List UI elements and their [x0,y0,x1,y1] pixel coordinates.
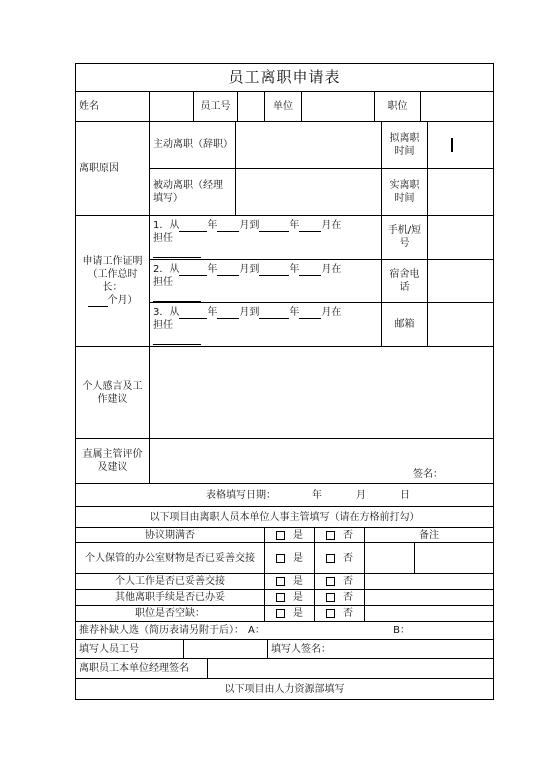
hr-dept-notice-row [76,679,493,699]
personal-comment-label: 个人感言及工作建议 [76,347,150,438]
agreement-no[interactable]: 否 [315,528,365,542]
item-1-remark[interactable] [365,543,414,573]
recommend-row [76,622,493,640]
voluntary-input[interactable] [236,122,382,168]
title-row [76,64,493,92]
work-entry-2[interactable]: 2．从 年 月到 年 月在 担任 [150,260,382,302]
checkbox-icon [276,593,285,602]
email-input[interactable] [428,303,493,347]
item-office-property: 个人保管的办公室财物是否已妥善交接 [76,543,265,573]
voluntary-label: 主动离职（辞职） [150,122,236,168]
hr-notice-row [76,507,493,528]
planned-time-input[interactable] [428,122,493,168]
checkbox-icon [276,554,285,563]
filler-id-input[interactable] [184,640,268,658]
agreement-header-row [76,528,493,543]
actual-time-label: 实离职时间 [382,169,428,216]
item-3-yes[interactable]: 是 [265,590,315,605]
resignation-form [75,63,494,700]
remark-label: 备注 [419,529,439,541]
manager-sign-row [76,659,493,679]
basic-info-row [76,92,493,122]
checkbox-icon [326,531,335,540]
involuntary-label: 被动离职（经理填写） [150,169,236,216]
phone-input[interactable] [428,216,493,259]
item-2-yes[interactable]: 是 [265,574,315,589]
agreement-items [76,543,493,573]
filler-id-label: 填写人员工号 [76,640,184,658]
personal-comment-input[interactable] [150,347,493,438]
position-label: 职位 [375,92,421,121]
hr-dept-notice: 以下项目由人力资源部填写 [224,683,345,695]
actual-time-input[interactable] [428,169,493,216]
checkbox-icon [276,609,285,618]
hr-notice: 以下项目由离职人员本单位人事主管填写（请在方格前打勾） [149,511,420,523]
item-other-procedures: 其他离职手续是否已办妥 [76,590,265,605]
supervisor-input[interactable] [150,439,493,483]
fill-date[interactable]: 表格填写日期： 年 月 日 [206,489,410,501]
name-input[interactable] [150,92,194,121]
checkbox-icon [326,593,335,602]
manager-sign-label: 离职员工本单位经理签名 [76,659,208,678]
agreement-item-2 [76,574,493,590]
item-position-vacant: 职位是否空缺： [76,606,265,621]
dorm-phone-input[interactable] [428,260,493,302]
checkbox-icon [326,554,335,563]
involuntary-input[interactable] [236,169,382,216]
item-4-yes[interactable]: 是 [265,606,315,621]
personal-comment-row [76,347,493,439]
dorm-phone-label: 宿舍电话 [382,260,428,302]
item-work-handover: 个人工作是否已妥善交接 [76,574,265,589]
unit-label: 单位 [265,92,302,121]
filler-sign[interactable]: 填写人签名： [271,643,331,655]
work-entry-3[interactable]: 3．从 年 月到 年 月在 担任 [150,303,382,347]
agreement-item-4 [76,606,493,622]
sign-label: 签名： [413,469,443,480]
work-proof-label: 申请工作证明（工作总时长： 个月） [76,216,150,346]
agreement-yes[interactable]: 是 [265,528,315,542]
agreement-item-3 [76,590,493,606]
supervisor-label: 直属主管评价及建议 [76,439,150,483]
recommend-input[interactable] [76,622,493,639]
name-label: 姓名 [76,92,150,121]
filler-row [76,640,493,659]
item-1-yes[interactable]: 是 [265,543,315,573]
recommend-label: 推荐补缺人选（简历表请另附于后）： [79,625,244,636]
item-3-remark[interactable] [365,590,493,605]
agreement-label: 协议期满否 [76,528,265,542]
item-4-no[interactable]: 否 [315,606,365,621]
form-title: 员工离职申请表 [228,68,341,86]
work-proof-section [76,216,493,347]
manager-sign-input[interactable] [208,659,493,678]
candidate-a: A： [248,625,265,636]
checkbox-icon [276,577,285,586]
employee-id-label: 员工号 [194,92,238,121]
item-3-no[interactable]: 否 [315,590,365,605]
checkbox-icon [326,609,335,618]
planned-time-label: 拟离职时间 [382,122,428,168]
date-row [76,484,493,507]
reason-label: 离职原因 [76,122,150,215]
email-label: 邮箱 [382,303,428,347]
position-input[interactable] [421,92,493,121]
candidate-b: B： [393,625,410,636]
supervisor-row [76,439,493,484]
reason-section [76,122,493,216]
item-4-remark[interactable] [365,606,493,621]
employee-id-input[interactable] [238,92,265,121]
item-2-remark[interactable] [365,574,493,589]
item-1-no[interactable]: 否 [315,543,365,573]
checkbox-icon [276,531,285,540]
work-entry-1[interactable]: 1．从 年 月到 年 月在 担任 [150,216,382,259]
phone-label: 手机/短号 [382,216,428,259]
checkbox-icon [326,577,335,586]
text-cursor [451,138,453,152]
item-2-no[interactable]: 否 [315,574,365,589]
unit-input[interactable] [302,92,375,121]
